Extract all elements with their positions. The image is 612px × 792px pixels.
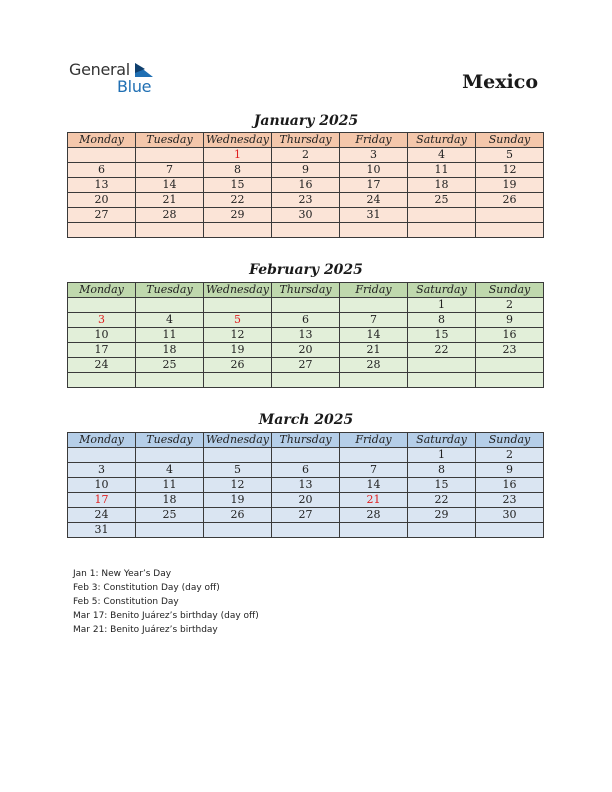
day-cell: 27 xyxy=(272,508,340,523)
day-cell xyxy=(476,358,544,373)
day-cell: 9 xyxy=(272,163,340,178)
day-cell: 1 xyxy=(408,298,476,313)
weekday-header-row xyxy=(68,133,544,148)
day-cell: 21 xyxy=(136,193,204,208)
day-cell xyxy=(340,523,408,538)
day-cell xyxy=(204,223,272,238)
week-row xyxy=(68,343,544,358)
day-cell: 30 xyxy=(476,508,544,523)
weekday-header: Tuesday xyxy=(136,283,204,298)
weekday-header: Thursday xyxy=(272,433,340,448)
calendar-body xyxy=(68,448,544,538)
day-cell: 6 xyxy=(68,163,136,178)
day-cell: 7 xyxy=(340,463,408,478)
day-cell: 22 xyxy=(408,493,476,508)
week-row xyxy=(68,448,544,463)
day-cell: 4 xyxy=(136,463,204,478)
day-cell: 13 xyxy=(68,178,136,193)
holiday-note: Jan 1: New Year’s Day xyxy=(73,569,172,579)
day-cell: 16 xyxy=(476,478,544,493)
day-cell: 14 xyxy=(340,478,408,493)
day-cell: 3 xyxy=(68,463,136,478)
day-cell: 23 xyxy=(476,493,544,508)
day-cell xyxy=(340,223,408,238)
day-cell xyxy=(408,223,476,238)
day-cell xyxy=(340,373,408,388)
day-cell: 19 xyxy=(476,178,544,193)
day-cell: 12 xyxy=(204,328,272,343)
day-cell: 5 xyxy=(476,148,544,163)
day-cell xyxy=(136,298,204,313)
holiday-note: Mar 17: Benito Juárez’s birthday (day off) xyxy=(73,611,259,621)
day-cell: 26 xyxy=(204,508,272,523)
day-cell: 5 xyxy=(204,463,272,478)
day-cell: 16 xyxy=(476,328,544,343)
day-cell xyxy=(272,448,340,463)
day-cell xyxy=(476,373,544,388)
day-cell: 15 xyxy=(408,478,476,493)
weekday-header: Monday xyxy=(68,133,136,148)
day-cell: 18 xyxy=(408,178,476,193)
day-cell xyxy=(136,523,204,538)
day-cell: 11 xyxy=(136,478,204,493)
day-cell: 8 xyxy=(204,163,272,178)
weekday-header: Monday xyxy=(68,433,136,448)
day-cell: 24 xyxy=(340,193,408,208)
day-cell: 11 xyxy=(136,328,204,343)
month-title-february: February 2025 xyxy=(249,262,363,278)
day-cell: 15 xyxy=(408,328,476,343)
day-cell: 28 xyxy=(340,508,408,523)
day-cell: 13 xyxy=(272,328,340,343)
calendar-body xyxy=(68,148,544,238)
day-cell: 6 xyxy=(272,463,340,478)
day-cell xyxy=(136,373,204,388)
day-cell: 21 xyxy=(340,343,408,358)
weekday-header: Thursday xyxy=(272,283,340,298)
holiday-day-cell: 3 xyxy=(68,313,136,328)
calendar-body xyxy=(68,298,544,388)
day-cell: 27 xyxy=(272,358,340,373)
day-cell: 28 xyxy=(136,208,204,223)
weekday-header: Thursday xyxy=(272,133,340,148)
day-cell: 13 xyxy=(272,478,340,493)
day-cell xyxy=(408,358,476,373)
week-row xyxy=(68,208,544,223)
weekday-header: Monday xyxy=(68,283,136,298)
month-title-january: January 2025 xyxy=(253,113,359,129)
week-row xyxy=(68,148,544,163)
day-cell xyxy=(408,208,476,223)
week-row xyxy=(68,193,544,208)
weekday-header: Sunday xyxy=(476,133,544,148)
day-cell: 6 xyxy=(272,313,340,328)
day-cell: 4 xyxy=(408,148,476,163)
logo-flag-icon xyxy=(135,63,153,77)
holiday-day-cell: 1 xyxy=(204,148,272,163)
day-cell: 10 xyxy=(68,478,136,493)
day-cell: 22 xyxy=(204,193,272,208)
logo-word-general: General xyxy=(69,60,130,79)
day-cell: 12 xyxy=(476,163,544,178)
calendar-january xyxy=(67,132,544,238)
day-cell: 8 xyxy=(408,313,476,328)
day-cell xyxy=(408,373,476,388)
day-cell: 25 xyxy=(136,358,204,373)
day-cell: 17 xyxy=(340,178,408,193)
day-cell xyxy=(136,148,204,163)
day-cell xyxy=(68,298,136,313)
day-cell: 26 xyxy=(204,358,272,373)
day-cell xyxy=(272,223,340,238)
calendar-february xyxy=(67,282,544,388)
weekday-header: Sunday xyxy=(476,283,544,298)
day-cell: 9 xyxy=(476,313,544,328)
day-cell: 9 xyxy=(476,463,544,478)
holiday-notes xyxy=(73,567,259,637)
week-row xyxy=(68,223,544,238)
day-cell: 23 xyxy=(272,193,340,208)
week-row xyxy=(68,463,544,478)
day-cell: 16 xyxy=(272,178,340,193)
day-cell: 19 xyxy=(204,493,272,508)
day-cell: 22 xyxy=(408,343,476,358)
day-cell xyxy=(476,523,544,538)
day-cell xyxy=(204,298,272,313)
day-cell xyxy=(68,373,136,388)
week-row xyxy=(68,358,544,373)
weekday-header: Saturday xyxy=(408,433,476,448)
day-cell: 18 xyxy=(136,493,204,508)
day-cell xyxy=(408,523,476,538)
week-row xyxy=(68,478,544,493)
weekday-header: Wednesday xyxy=(204,283,272,298)
week-row xyxy=(68,163,544,178)
day-cell: 3 xyxy=(340,148,408,163)
day-cell xyxy=(476,223,544,238)
weekday-header: Tuesday xyxy=(136,133,204,148)
day-cell: 2 xyxy=(476,448,544,463)
logo-word-blue: Blue xyxy=(117,77,152,96)
weekday-header: Saturday xyxy=(408,283,476,298)
week-row xyxy=(68,493,544,508)
day-cell: 20 xyxy=(272,343,340,358)
day-cell: 20 xyxy=(272,493,340,508)
day-cell: 1 xyxy=(408,448,476,463)
month-title-march: March 2025 xyxy=(258,412,354,428)
day-cell: 7 xyxy=(340,313,408,328)
day-cell: 2 xyxy=(272,148,340,163)
day-cell: 14 xyxy=(340,328,408,343)
calendar-march xyxy=(67,432,544,538)
day-cell: 24 xyxy=(68,358,136,373)
week-row xyxy=(68,298,544,313)
day-cell: 19 xyxy=(204,343,272,358)
holiday-day-cell: 5 xyxy=(204,313,272,328)
week-row xyxy=(68,373,544,388)
day-cell: 28 xyxy=(340,358,408,373)
day-cell xyxy=(204,448,272,463)
day-cell xyxy=(204,373,272,388)
day-cell: 27 xyxy=(68,208,136,223)
day-cell: 23 xyxy=(476,343,544,358)
day-cell xyxy=(68,448,136,463)
day-cell: 26 xyxy=(476,193,544,208)
weekday-header-row xyxy=(68,433,544,448)
day-cell xyxy=(136,223,204,238)
holiday-note: Mar 21: Benito Juárez’s birthday xyxy=(73,625,218,635)
week-row xyxy=(68,328,544,343)
day-cell xyxy=(204,523,272,538)
day-cell xyxy=(340,448,408,463)
weekday-header: Wednesday xyxy=(204,433,272,448)
weekday-header: Friday xyxy=(340,283,408,298)
holiday-note: Feb 3: Constitution Day (day off) xyxy=(73,583,220,593)
weekday-header: Friday xyxy=(340,133,408,148)
week-row xyxy=(68,523,544,538)
day-cell xyxy=(272,373,340,388)
day-cell: 10 xyxy=(68,328,136,343)
holiday-day-cell: 21 xyxy=(340,493,408,508)
day-cell: 29 xyxy=(408,508,476,523)
weekday-header: Wednesday xyxy=(204,133,272,148)
day-cell: 25 xyxy=(136,508,204,523)
week-row xyxy=(68,313,544,328)
weekday-header: Sunday xyxy=(476,433,544,448)
day-cell: 2 xyxy=(476,298,544,313)
day-cell: 20 xyxy=(68,193,136,208)
day-cell: 29 xyxy=(204,208,272,223)
holiday-day-cell: 17 xyxy=(68,493,136,508)
generalblue-logo xyxy=(69,60,169,96)
weekday-header: Tuesday xyxy=(136,433,204,448)
week-row xyxy=(68,508,544,523)
day-cell xyxy=(476,208,544,223)
country-name: Mexico xyxy=(462,71,538,93)
weekday-header: Friday xyxy=(340,433,408,448)
day-cell: 17 xyxy=(68,343,136,358)
holiday-note: Feb 5: Constitution Day xyxy=(73,597,179,607)
week-row xyxy=(68,178,544,193)
day-cell: 4 xyxy=(136,313,204,328)
day-cell: 8 xyxy=(408,463,476,478)
day-cell: 7 xyxy=(136,163,204,178)
day-cell xyxy=(340,298,408,313)
day-cell: 11 xyxy=(408,163,476,178)
day-cell: 12 xyxy=(204,478,272,493)
day-cell: 14 xyxy=(136,178,204,193)
day-cell xyxy=(68,148,136,163)
day-cell: 10 xyxy=(340,163,408,178)
day-cell: 31 xyxy=(340,208,408,223)
day-cell: 24 xyxy=(68,508,136,523)
day-cell xyxy=(68,223,136,238)
day-cell: 31 xyxy=(68,523,136,538)
day-cell: 18 xyxy=(136,343,204,358)
day-cell xyxy=(136,448,204,463)
day-cell xyxy=(272,298,340,313)
day-cell: 15 xyxy=(204,178,272,193)
day-cell: 30 xyxy=(272,208,340,223)
weekday-header: Saturday xyxy=(408,133,476,148)
day-cell: 25 xyxy=(408,193,476,208)
weekday-header-row xyxy=(68,283,544,298)
day-cell xyxy=(272,523,340,538)
